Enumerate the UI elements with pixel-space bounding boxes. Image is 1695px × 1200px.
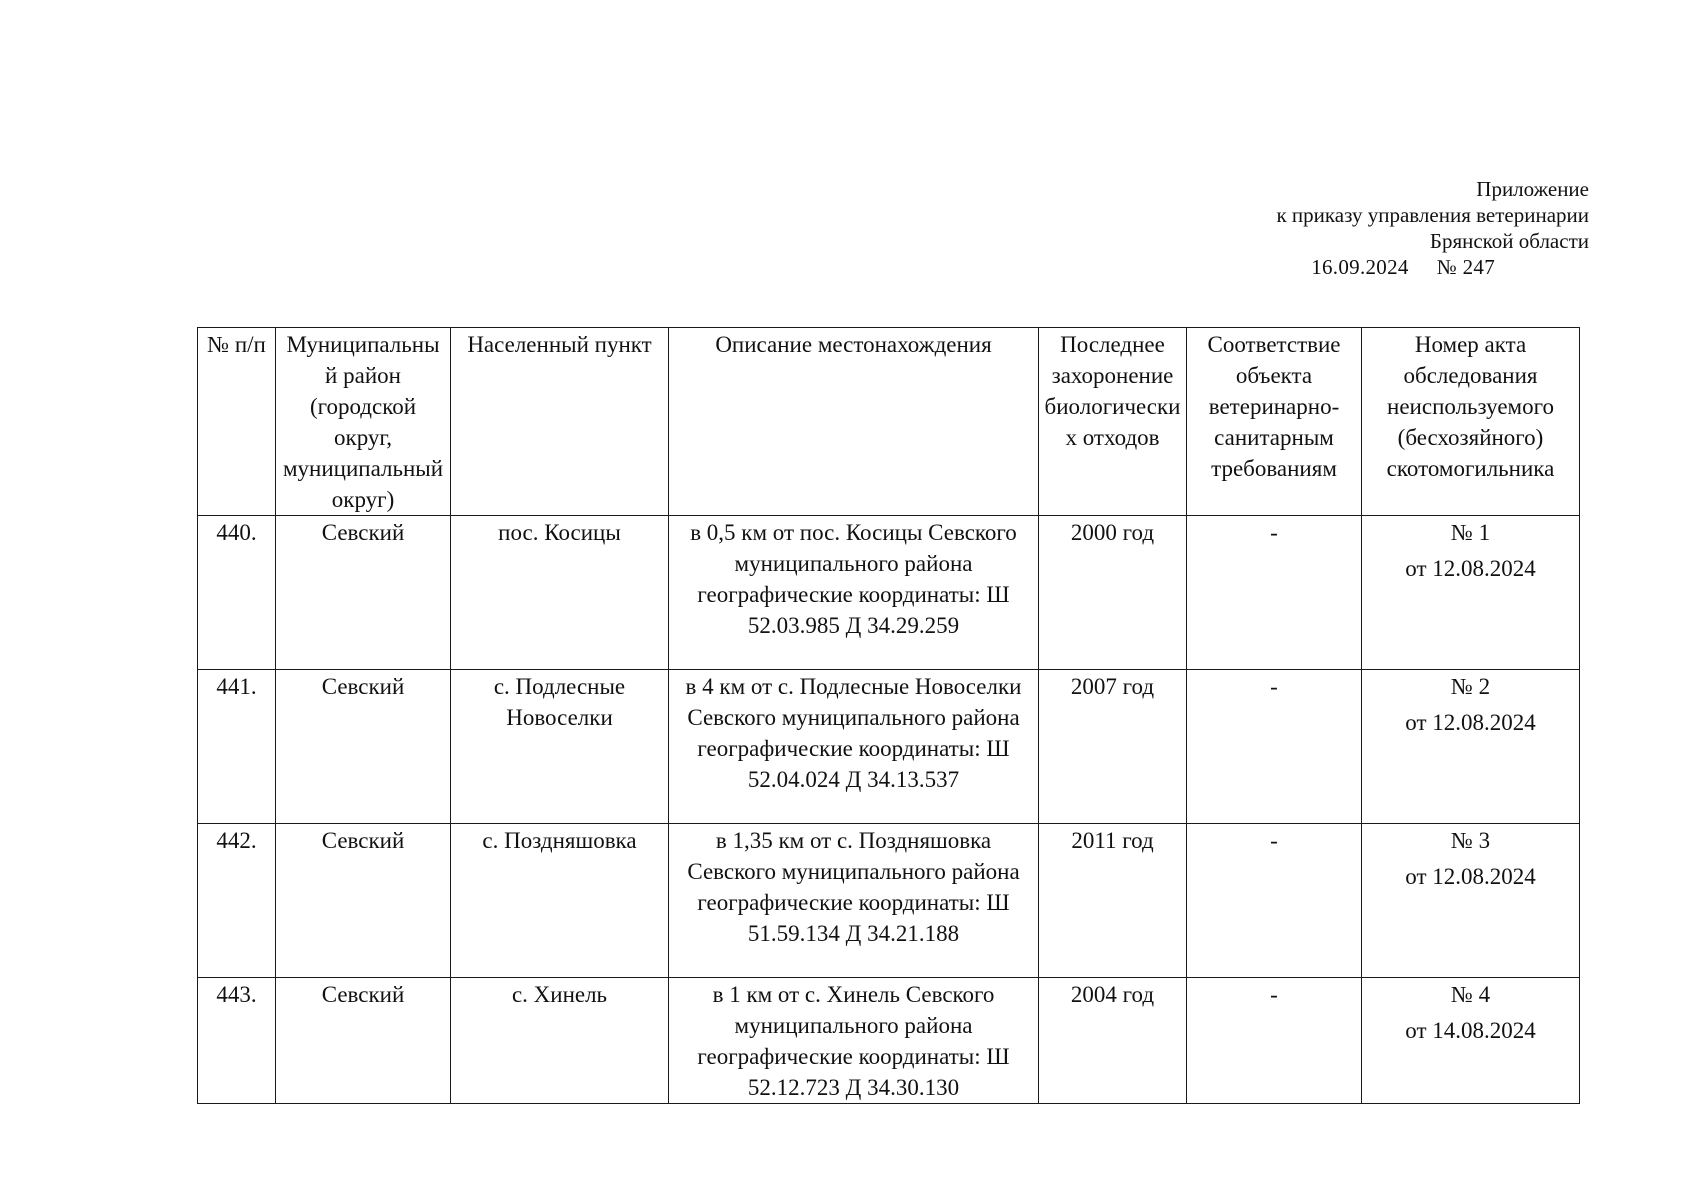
row-location: в 4 км от с. Подлесные Новоселки Севского муниципального района географические координаты: Ш 52.04.024 Д 34.13.537 (669, 670, 1039, 824)
row-location: в 0,5 км от пос. Косицы Севского муниципального района географические координаты: Ш 52.03.985 Д 34.29.259 (669, 516, 1039, 670)
row-settlement: с. Подлесные Новоселки (451, 670, 669, 824)
row-act-date: от 14.08.2024 (1405, 1018, 1536, 1043)
row-location: в 1,35 км от с. Поздняшовка Севского муниципального района географические координаты: Ш 51.59.134 Д 34.21.188 (669, 824, 1039, 978)
row-act (1362, 824, 1580, 978)
row-act-number: № 1 (1450, 520, 1491, 545)
row-district: Севский (276, 670, 451, 824)
row-act-number: № 3 (1450, 828, 1491, 853)
table-row (198, 824, 1580, 978)
row-compliance: - (1187, 824, 1362, 978)
row-last-burial: 2011 год (1039, 824, 1187, 978)
row-compliance: - (1187, 978, 1362, 1104)
row-act-number: № 2 (1450, 674, 1491, 699)
table-header-row (198, 328, 1580, 516)
column-header-number: № п/п (198, 328, 276, 516)
row-act-date: от 12.08.2024 (1405, 864, 1536, 889)
appendix-order-reference: к приказу управления ветеринарии (1276, 203, 1589, 227)
column-header-district: Муниципальный район (городской округ, муниципальный округ) (276, 328, 451, 516)
table-row (198, 978, 1580, 1104)
row-settlement: с. Хинель (451, 978, 669, 1104)
row-district: Севский (276, 978, 451, 1104)
row-last-burial: 2007 год (1039, 670, 1187, 824)
row-act (1362, 670, 1580, 824)
row-act-number: № 4 (1450, 982, 1491, 1007)
cattle-burial-registry-table (197, 327, 1580, 1104)
column-header-location: Описание местонахождения (669, 328, 1039, 516)
row-settlement: с. Поздняшовка (451, 824, 669, 978)
column-header-last-burial: Последнее захоронение биологических отходов (1039, 328, 1187, 516)
row-compliance: - (1187, 516, 1362, 670)
order-number: № 247 (1436, 255, 1495, 279)
row-last-burial: 2000 год (1039, 516, 1187, 670)
row-act (1362, 978, 1580, 1104)
row-district: Севский (276, 516, 451, 670)
row-district: Севский (276, 824, 451, 978)
row-number: 440. (198, 516, 276, 670)
column-header-compliance: Соответствие объекта ветеринарно-санитарным требованиям (1187, 328, 1362, 516)
order-date-number (1276, 254, 1589, 280)
column-header-act-number: Номер акта обследования неиспользуемого (бесхозяйного) скотомогильника (1362, 328, 1580, 516)
row-number: 443. (198, 978, 276, 1104)
row-act (1362, 516, 1580, 670)
appendix-region: Брянской области (1429, 229, 1589, 253)
order-date: 16.09.2024 (1311, 255, 1409, 279)
row-act-date: от 12.08.2024 (1405, 556, 1536, 581)
appendix-title: Приложение (1476, 177, 1589, 201)
row-compliance: - (1187, 670, 1362, 824)
row-location: в 1 км от с. Хинель Севского муниципального района географические координаты: Ш 52.12.723 Д 34.30.130 (669, 978, 1039, 1104)
row-number: 441. (198, 670, 276, 824)
row-act-date: от 12.08.2024 (1405, 710, 1536, 735)
row-number: 442. (198, 824, 276, 978)
table-row (198, 670, 1580, 824)
column-header-settlement: Населенный пункт (451, 328, 669, 516)
table-row (198, 516, 1580, 670)
row-settlement: пос. Косицы (451, 516, 669, 670)
appendix-header (1276, 176, 1589, 280)
row-last-burial: 2004 год (1039, 978, 1187, 1104)
